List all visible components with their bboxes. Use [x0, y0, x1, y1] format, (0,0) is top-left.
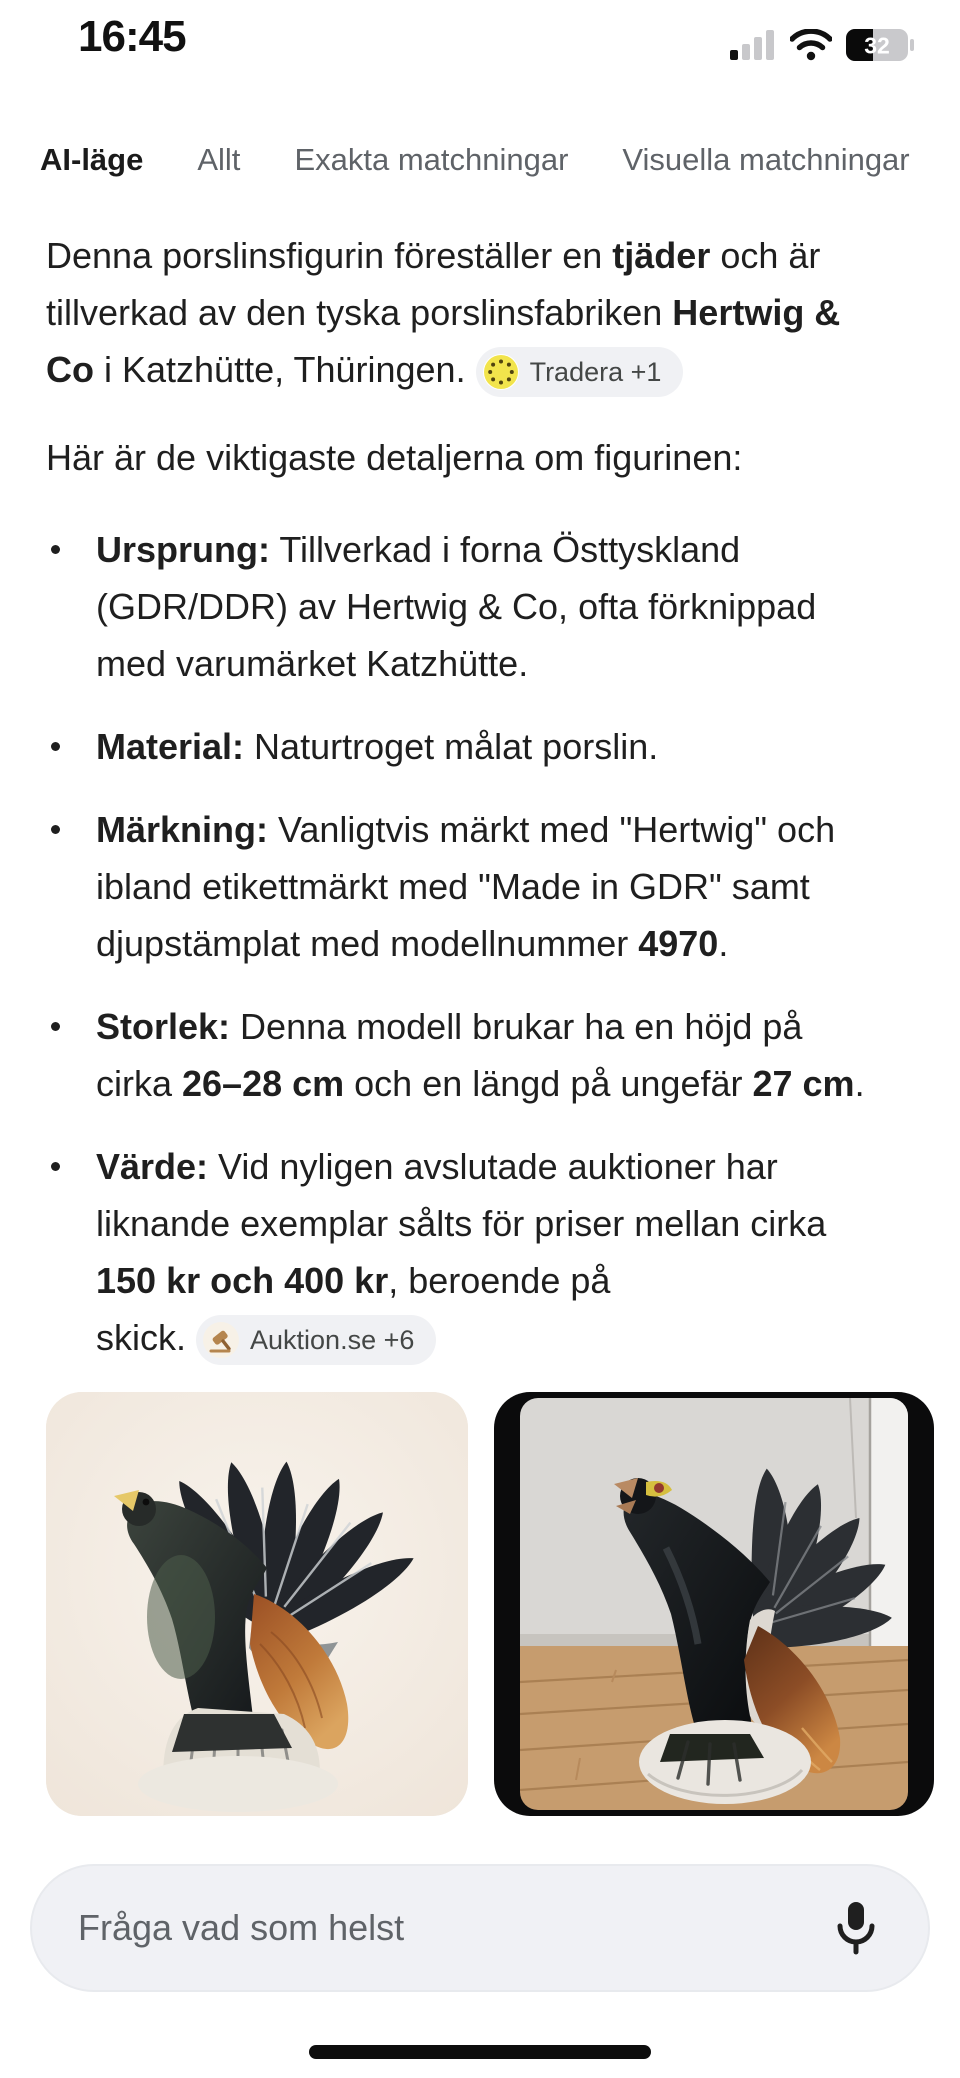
photo-inner [520, 1398, 908, 1810]
figurine-photo-studio [46, 1392, 468, 1816]
fact-text: Ursprung: Tillverkad i forna Östtyskland (GDR/DDR) av Hertwig & Co, ofta förknippad med varumärket Katzhütte. [96, 529, 817, 684]
source-chip-label: Auktion.se +6 [250, 1324, 415, 1355]
source-chip-label: Tradera +1 [529, 356, 662, 387]
ask-input[interactable] [76, 1906, 832, 1950]
tab-exact-matches[interactable]: Exakta matchningar [294, 142, 569, 177]
ai-answer [0, 227, 960, 1366]
image-results-row [46, 1392, 960, 1816]
figurine-photo-room [520, 1398, 908, 1810]
source-chip-auktion[interactable] [196, 1315, 436, 1365]
microphone-icon [834, 1900, 878, 1956]
wifi-icon [790, 29, 832, 61]
fact-varde [46, 1138, 914, 1366]
fact-ursprung [46, 521, 914, 692]
result-image-2[interactable] [494, 1392, 934, 1816]
tab-visual-matches[interactable]: Visuella matchningar [622, 142, 910, 177]
tab-ai-mode[interactable]: AI-läge [40, 142, 144, 177]
source-chip-tradera[interactable] [476, 347, 684, 397]
gavel-icon [203, 1322, 239, 1358]
battery-percent: 32 [864, 32, 890, 59]
fact-markning [46, 801, 914, 972]
fact-text: Värde: Vid nyligen avslutade auktioner har liknande exemplar sålts för priser mellan cirka 150 kr och 400 kr, beroende på skick. [96, 1146, 827, 1358]
intro-paragraph [46, 227, 914, 398]
status-bar [0, 0, 960, 90]
ask-anything-bar[interactable] [30, 1864, 930, 1992]
cellular-signal-icon [730, 29, 776, 61]
fact-list [46, 521, 914, 1366]
battery-icon [846, 28, 916, 62]
mic-button[interactable] [832, 1900, 880, 1956]
fact-text: Storlek: Denna modell brukar ha en höjd på cirka 26–28 cm och en längd på ungefär 27 cm. [96, 1006, 865, 1104]
home-indicator[interactable] [309, 2045, 651, 2059]
fact-text: Material: Naturtroget målat porslin. [96, 726, 659, 767]
fact-text: Märkning: Vanligtvis märkt med "Hertwig" och ibland etikettmärkt med "Made in GDR" samt djupstämplat med modellnummer 4970. [96, 809, 836, 964]
tab-all[interactable]: Allt [197, 142, 241, 177]
section-heading: Här är de viktigaste detaljerna om figurinen: [46, 437, 743, 478]
fact-material [46, 718, 914, 775]
result-image-1[interactable] [46, 1392, 468, 1816]
fact-storlek [46, 998, 914, 1112]
status-icons [730, 28, 916, 62]
tradera-favicon [483, 354, 519, 390]
clock: 16:45 [78, 12, 186, 61]
search-result-tabs [0, 142, 960, 178]
intro-text: Denna porslinsfigurin föreställer en tjäder och är tillverkad av den tyska porslinsfabriken Hertwig & Co i Katzhütte, Thüringen. [46, 235, 841, 390]
